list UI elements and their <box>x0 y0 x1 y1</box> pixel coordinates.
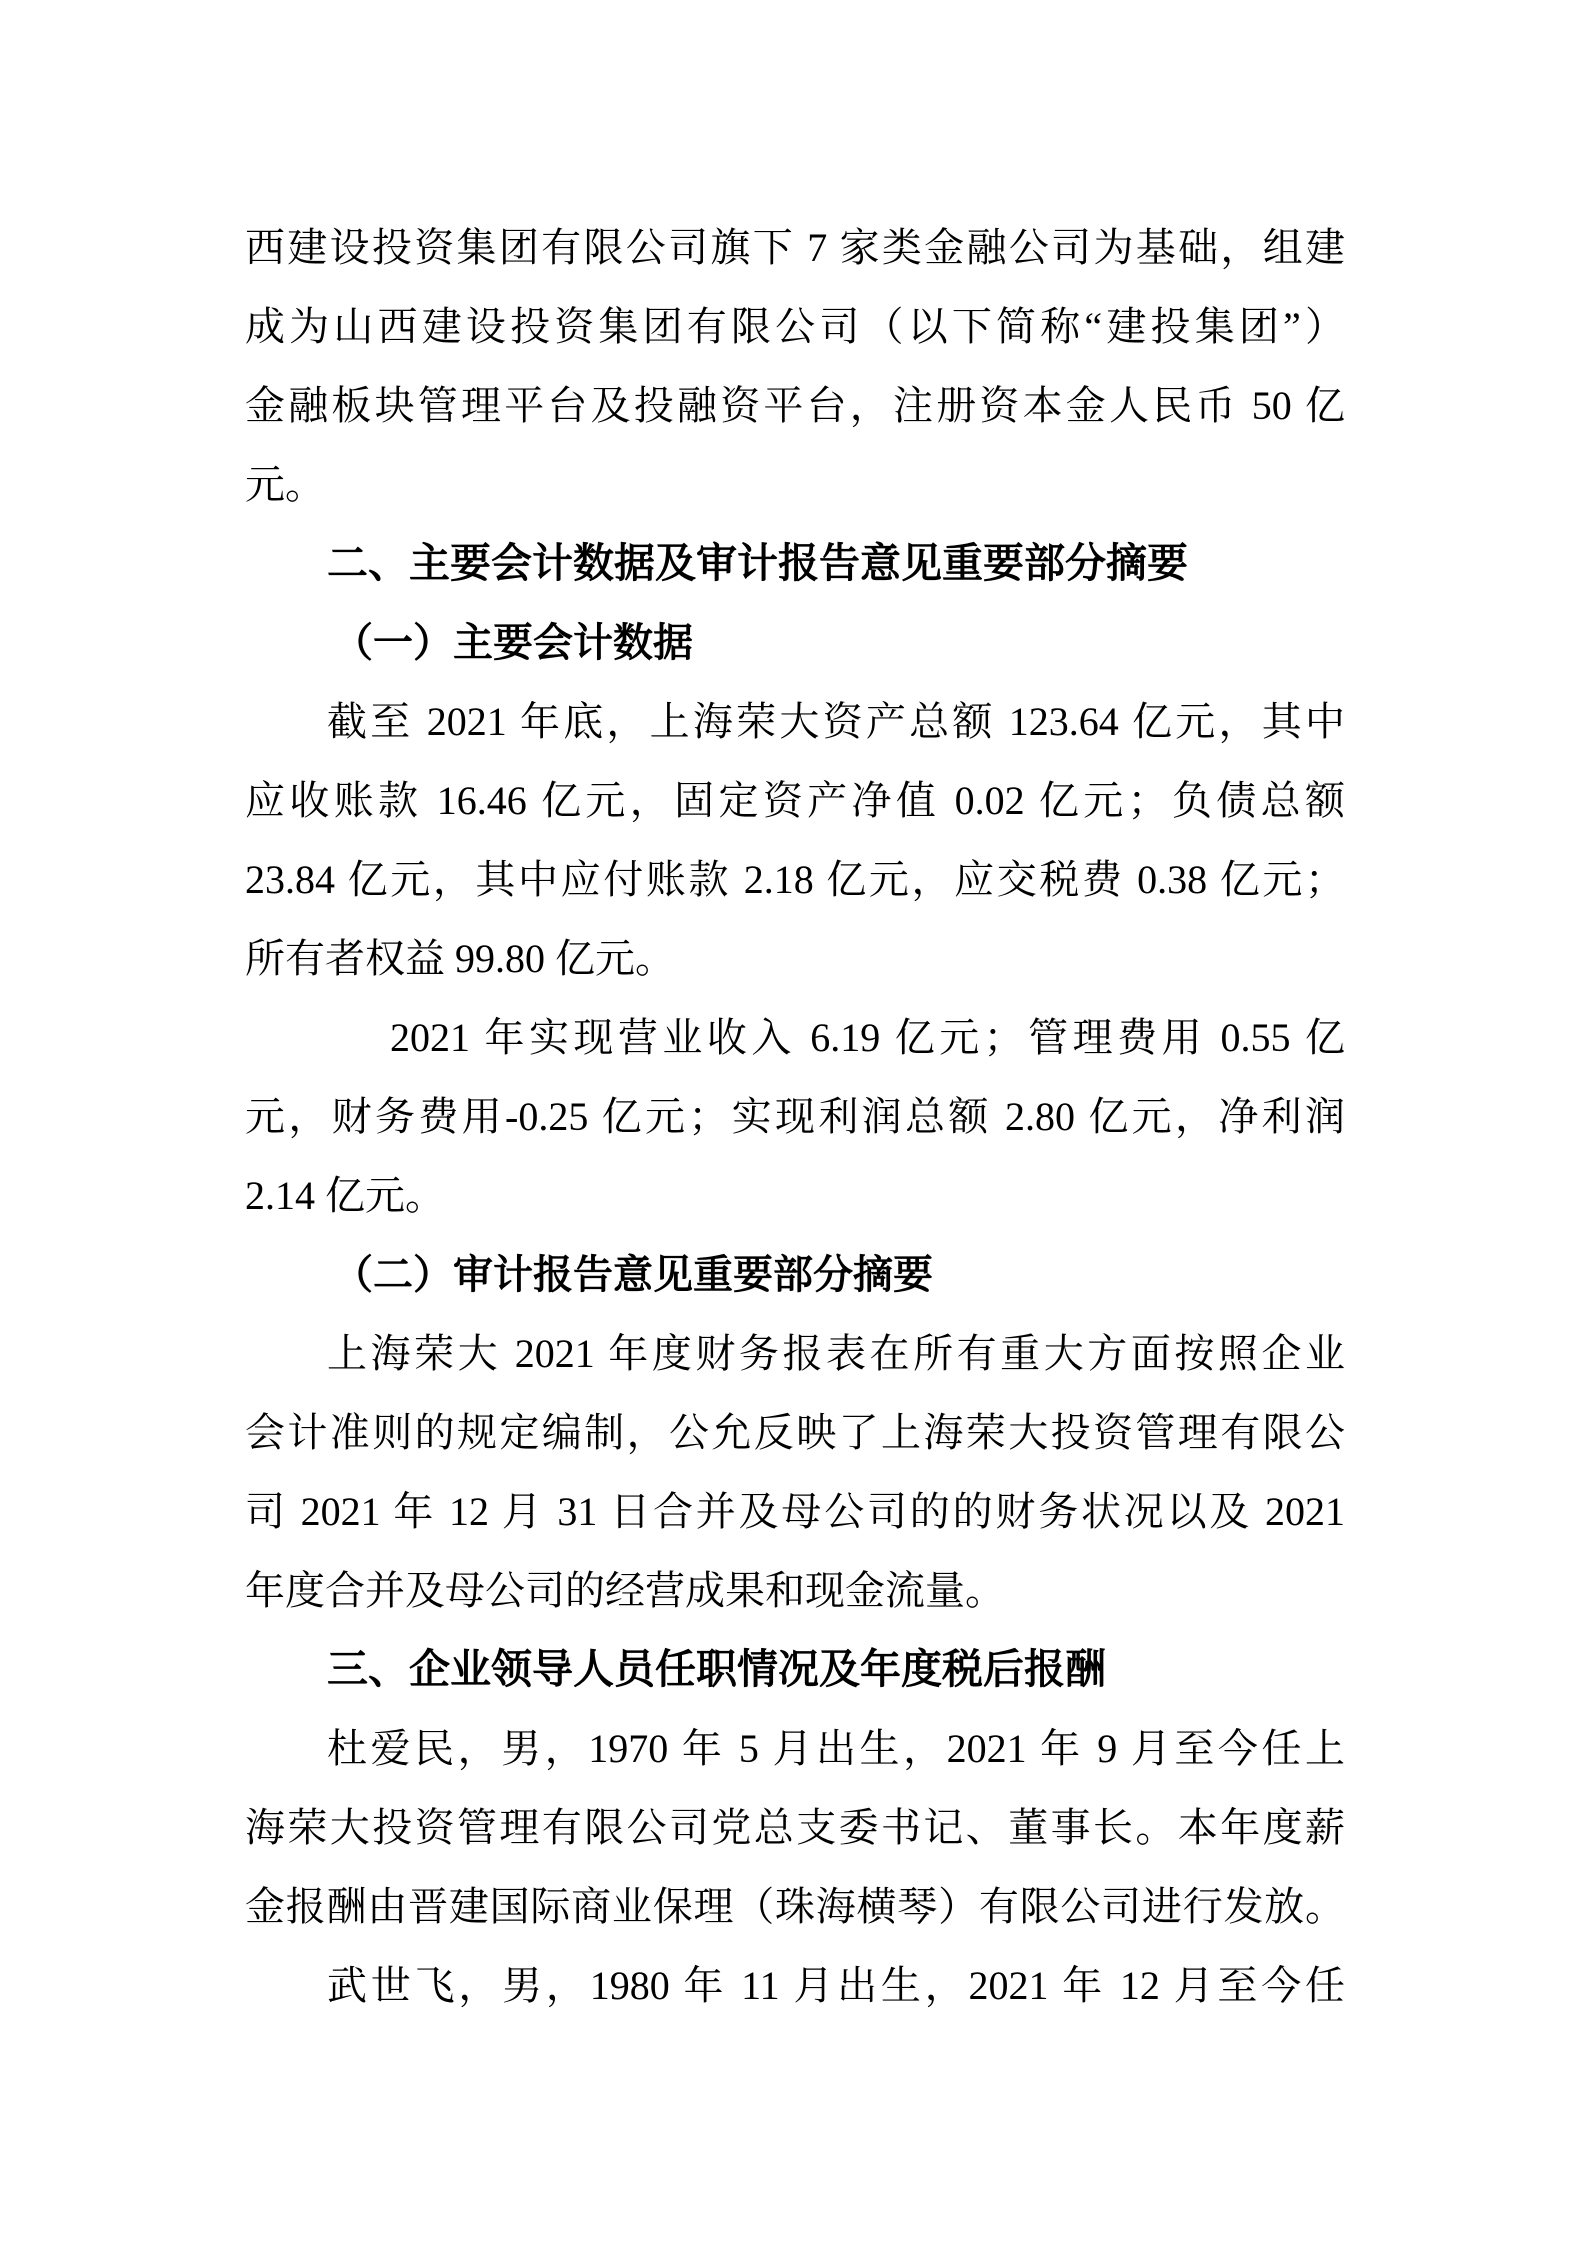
wu-shifei-line-1: 武世飞，男，1980 年 11 月出生，2021 年 12 月至今任 <box>327 1963 1345 2008</box>
accounting-data-line-3: 23.84 亿元，其中应付账款 2.18 亿元，应交税费 0.38 亿元； <box>245 857 1345 902</box>
accounting-data-line-1: 截至 2021 年底，上海荣大资产总额 123.64 亿元，其中 <box>327 699 1345 744</box>
operating-results-line-2: 元，财务费用-0.25 亿元；实现利润总额 2.80 亿元，净利润 <box>245 1094 1345 1139</box>
audit-opinion-line-3: 司 2021 年 12 月 31 日合并及母公司的的财务状况以及 2021 <box>245 1489 1345 1534</box>
intro-line-4: 元。 <box>245 462 325 507</box>
heading-section-3: 三、企业领导人员任职情况及年度税后报酬 <box>327 1646 1106 1692</box>
accounting-data-line-4: 所有者权益 99.80 亿元。 <box>245 936 675 981</box>
audit-opinion-line-2: 会计准则的规定编制，公允反映了上海荣大投资管理有限公 <box>245 1410 1345 1455</box>
intro-line-1: 西建设投资集团有限公司旗下 7 家类金融公司为基础，组建 <box>245 225 1345 270</box>
audit-opinion-line-4: 年度合并及母公司的经营成果和现金流量。 <box>245 1568 1005 1613</box>
du-aimin-line-3: 金报酬由晋建国际商业保理（珠海横琴）有限公司进行发放。 <box>245 1884 1345 1929</box>
operating-results-line-1: 2021 年实现营业收入 6.19 亿元；管理费用 0.55 亿 <box>390 1015 1345 1060</box>
intro-line-2: 成为山西建设投资集团有限公司（以下简称“建投集团”） <box>245 304 1345 349</box>
accounting-data-line-2: 应收账款 16.46 亿元，固定资产净值 0.02 亿元；负债总额 <box>245 778 1345 823</box>
heading-section-2: 二、主要会计数据及审计报告意见重要部分摘要 <box>327 540 1188 586</box>
intro-line-3: 金融板块管理平台及投融资平台，注册资本金人民币 50 亿 <box>245 383 1345 428</box>
document-text-column <box>245 208 1345 2025</box>
du-aimin-line-1: 杜爱民，男，1970 年 5 月出生，2021 年 9 月至今任上 <box>327 1726 1345 1771</box>
subheading-2-2: （二）审计报告意见重要部分摘要 <box>333 1252 933 1297</box>
operating-results-line-3: 2.14 亿元。 <box>245 1173 445 1218</box>
du-aimin-line-2: 海荣大投资管理有限公司党总支委书记、董事长。本年度薪 <box>245 1805 1345 1850</box>
audit-opinion-line-1: 上海荣大 2021 年度财务报表在所有重大方面按照企业 <box>327 1331 1345 1376</box>
subheading-2-1: （一）主要会计数据 <box>333 620 693 665</box>
